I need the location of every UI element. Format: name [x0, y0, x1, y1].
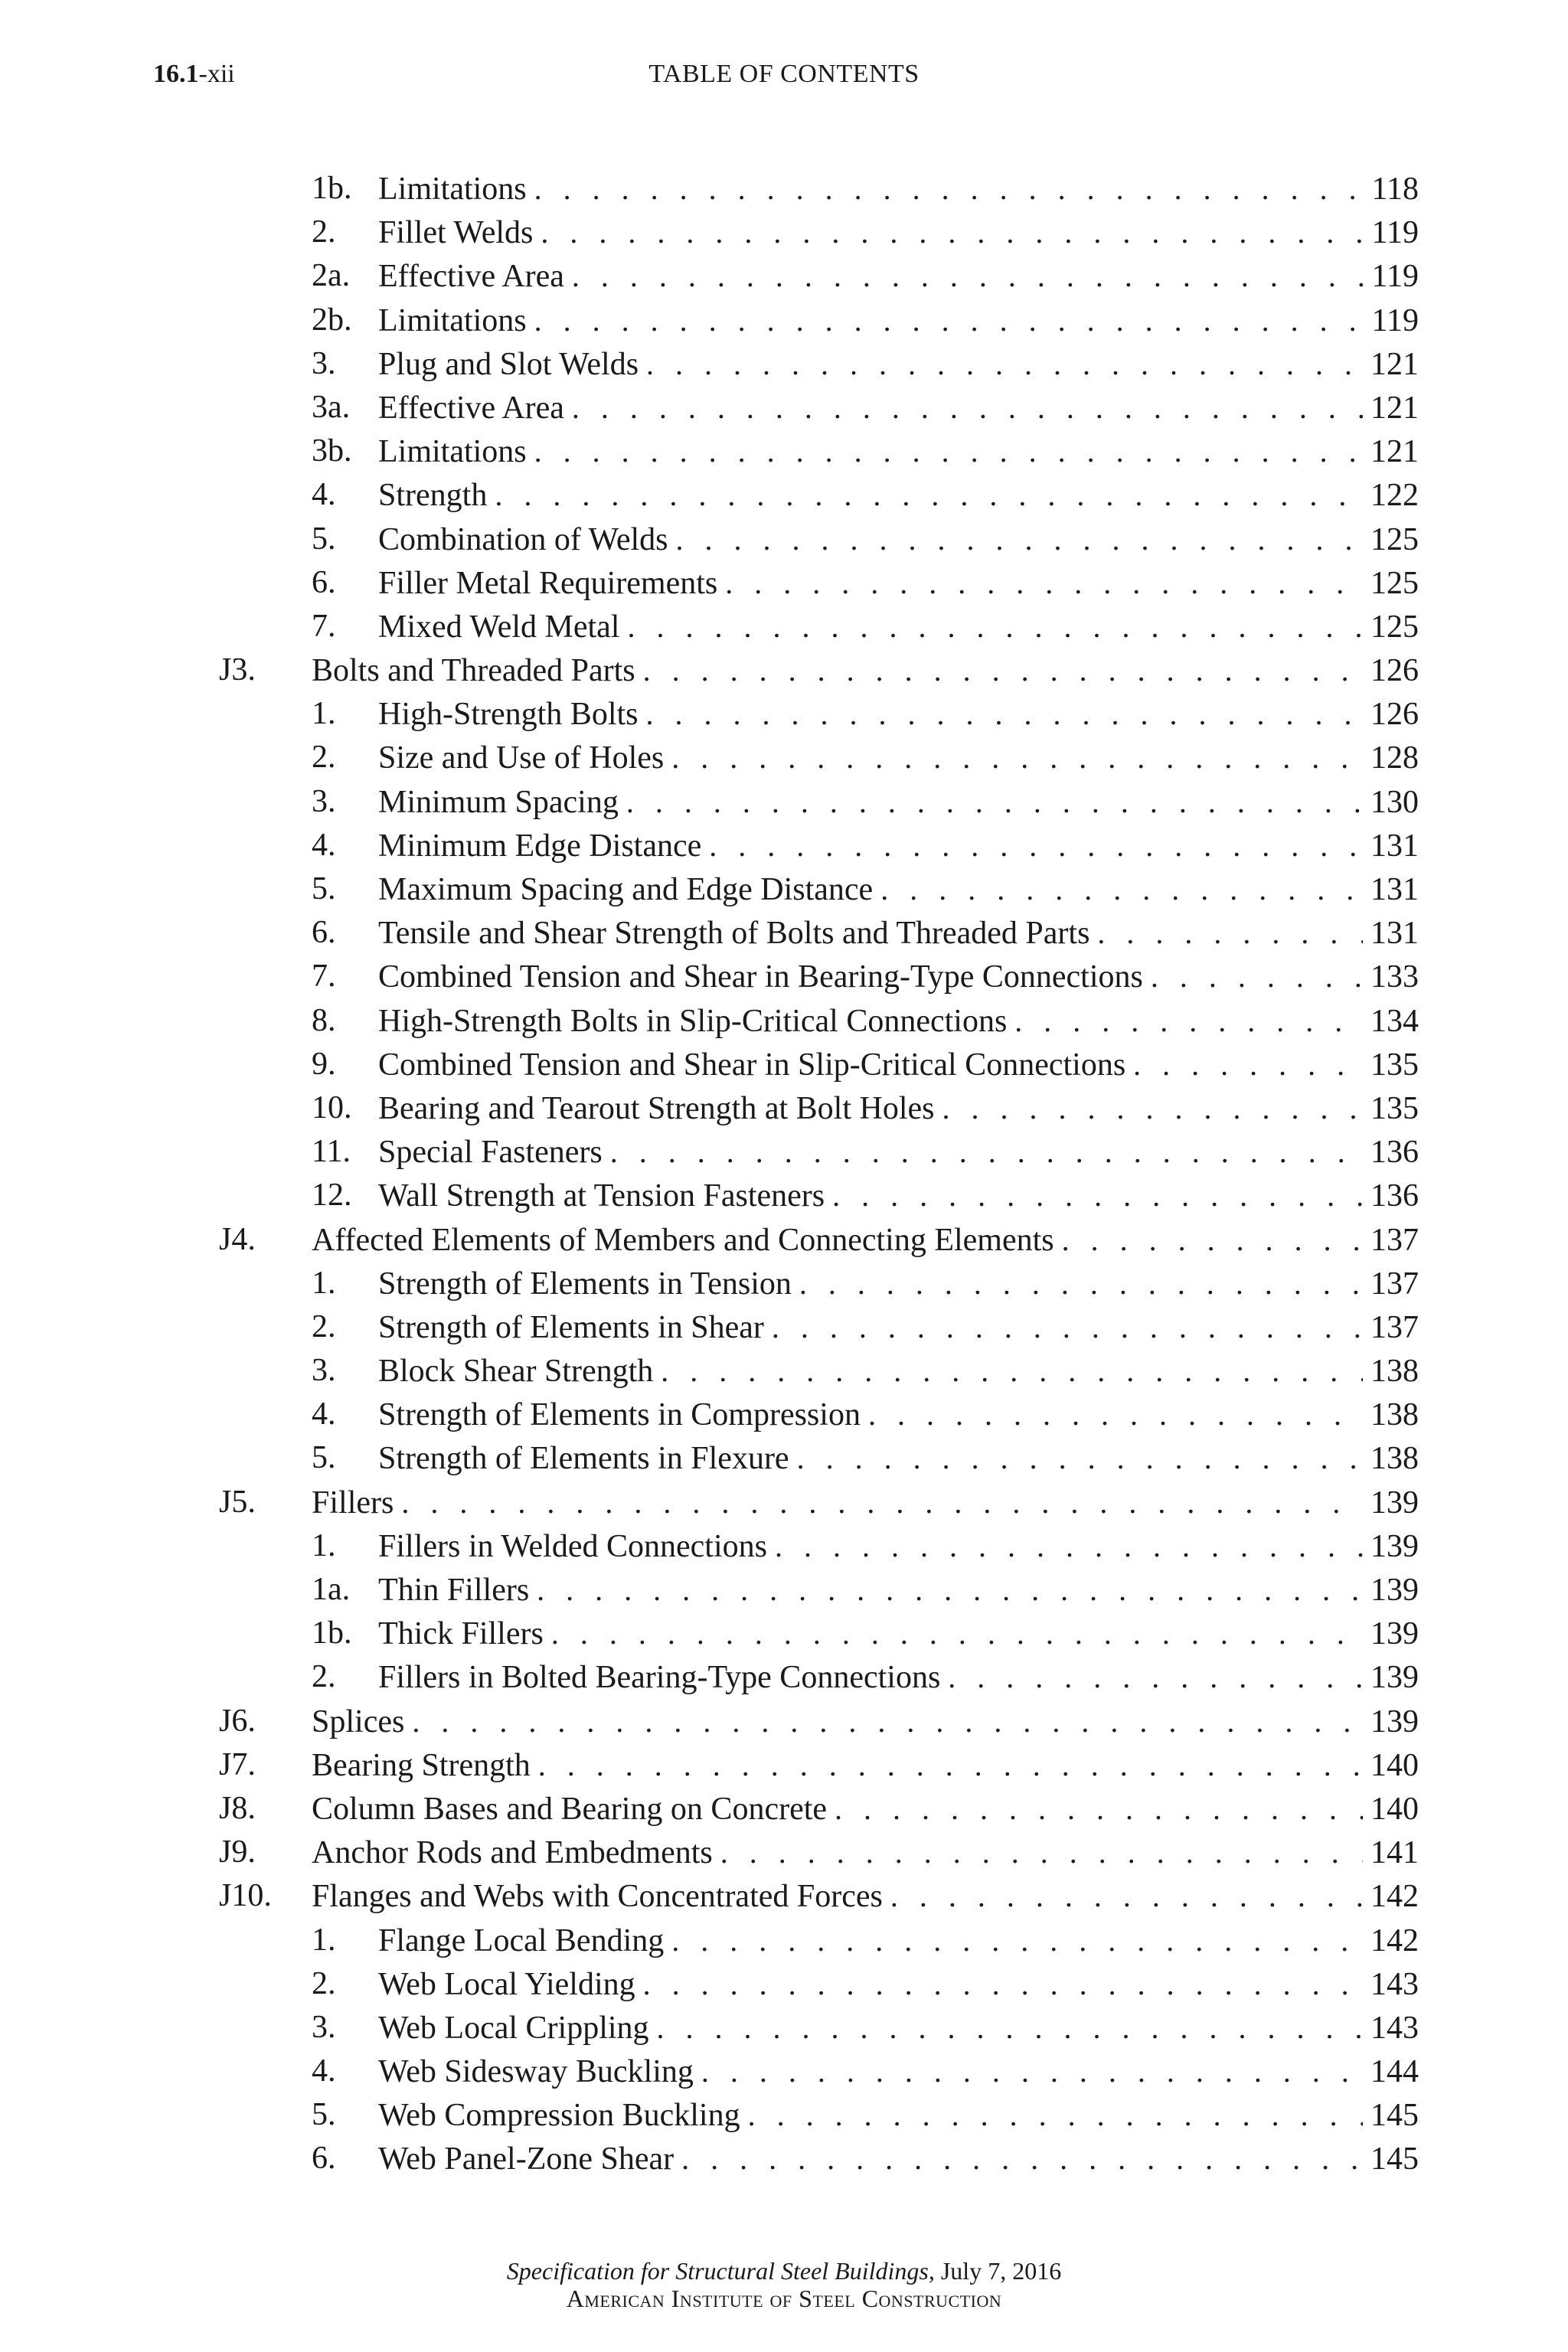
- toc-entry-title: Flanges and Webs with Concentrated Forces: [312, 1879, 883, 1915]
- toc-section-row[interactable]: [0, 1743, 1568, 1787]
- toc-entry-title: Combined Tension and Shear in Bearing-Type Connections: [378, 959, 1143, 995]
- toc-entry: [312, 1743, 1419, 1788]
- toc-subsection-row[interactable]: [0, 2093, 1568, 2137]
- toc-subsection-row[interactable]: [0, 1130, 1568, 1174]
- toc-subsection-row[interactable]: [0, 1919, 1568, 1962]
- toc-entry-title: Thin Fillers: [378, 1573, 530, 1608]
- toc-item-number: 8.: [312, 1002, 336, 1038]
- toc-entry-title: Tensile and Shear Strength of Bolts and Threaded Parts: [378, 916, 1090, 952]
- toc-entry-title: Affected Elements of Members and Connecting Elements: [312, 1222, 1054, 1258]
- toc-page-number: 135: [1370, 1047, 1419, 1083]
- toc-entry-title: Mixed Weld Metal: [378, 609, 620, 645]
- toc-page-number: 121: [1370, 346, 1419, 382]
- toc-entry-title: Web Compression Buckling: [378, 2098, 740, 2134]
- toc-subsection-row[interactable]: [0, 518, 1568, 561]
- toc-entry: [312, 1218, 1419, 1263]
- toc-item-number: 5.: [312, 2097, 336, 2133]
- toc-item-number: 1b.: [312, 171, 352, 206]
- toc-page-number: 138: [1370, 1354, 1419, 1390]
- toc-entry: [378, 1086, 1419, 1131]
- toc-subsection-row[interactable]: [0, 1524, 1568, 1568]
- toc-entry-title: High-Strength Bolts in Slip-Critical Connections: [378, 1003, 1008, 1039]
- toc-page-number: 137: [1370, 1222, 1419, 1258]
- toc-entry: [378, 1393, 1419, 1437]
- dot-leader: [643, 648, 1363, 692]
- dot-leader: [671, 736, 1363, 779]
- toc-entry-title: Effective Area: [378, 390, 564, 426]
- dot-leader: [1151, 955, 1363, 998]
- toc-page-number: 118: [1371, 172, 1419, 207]
- toc-entry: [312, 1787, 1419, 1831]
- dot-leader: [412, 1700, 1363, 1743]
- toc-subsection-row[interactable]: [0, 780, 1568, 824]
- toc-entry: [378, 1130, 1419, 1174]
- toc-page-number: 125: [1370, 521, 1419, 557]
- toc-entry: [378, 1524, 1419, 1569]
- toc-subsection-row[interactable]: [0, 1436, 1568, 1480]
- dot-leader: [799, 1262, 1363, 1305]
- toc-entry: [378, 2093, 1419, 2138]
- toc-page-number: 136: [1370, 1135, 1419, 1171]
- toc-section-number: J8.: [219, 1790, 256, 1826]
- dot-leader: [880, 867, 1363, 911]
- toc-entry: [378, 605, 1419, 649]
- toc-page-number: 140: [1370, 1791, 1419, 1827]
- dot-leader: [534, 167, 1364, 211]
- toc-entry: [378, 2137, 1419, 2181]
- toc-entry: [378, 1919, 1419, 1963]
- toc-subsection-row[interactable]: [0, 1043, 1568, 1086]
- toc-subsection-row[interactable]: [0, 1612, 1568, 1655]
- toc-entry: [378, 824, 1419, 868]
- page-footer: [0, 2257, 1568, 2312]
- toc-entry-title: Fillers in Bolted Bearing-Type Connections: [378, 1660, 941, 1696]
- toc-item-number: 2.: [312, 1308, 336, 1344]
- toc-item-number: 2b.: [312, 302, 352, 338]
- toc-subsection-row[interactable]: [0, 430, 1568, 473]
- toc-entry: [378, 211, 1419, 255]
- toc-entry: [312, 1700, 1419, 1744]
- dot-leader: [1097, 911, 1363, 955]
- toc-item-number: 1.: [312, 1922, 336, 1958]
- dot-leader: [537, 1568, 1363, 1612]
- toc-item-number: 3.: [312, 2009, 336, 2045]
- dot-leader: [572, 386, 1363, 430]
- dot-leader: [1062, 1218, 1363, 1262]
- toc-item-number: 2.: [312, 214, 336, 250]
- toc-subsection-row[interactable]: [0, 342, 1568, 386]
- toc-entry-title: Splices: [312, 1704, 405, 1740]
- dot-leader: [748, 2093, 1363, 2137]
- toc-page-number: 134: [1370, 1003, 1419, 1039]
- toc-entry-title: Special Fasteners: [378, 1135, 603, 1171]
- toc-entry: [378, 955, 1419, 999]
- toc-subsection-row[interactable]: [0, 2137, 1568, 2180]
- toc-entry: [378, 1174, 1419, 1218]
- footer-spec-title: Specification for Structural Steel Buildings,: [506, 2257, 935, 2285]
- toc-page-number: 138: [1370, 1441, 1419, 1477]
- toc-entry-title: Fillet Welds: [378, 215, 534, 251]
- toc-page-number: 131: [1370, 916, 1419, 952]
- dot-leader: [720, 1831, 1363, 1874]
- toc-subsection-row[interactable]: [0, 2006, 1568, 2050]
- toc-page-number: 137: [1370, 1309, 1419, 1345]
- toc-entry: [378, 780, 1419, 825]
- dot-leader: [701, 2050, 1363, 2093]
- toc-page-number: 141: [1370, 1835, 1419, 1871]
- dot-leader: [626, 780, 1363, 824]
- toc-entry-title: Web Local Yielding: [378, 1966, 635, 2002]
- toc-page-number: 140: [1370, 1747, 1419, 1783]
- toc-entry-title: Limitations: [378, 302, 527, 338]
- dot-leader: [534, 299, 1364, 342]
- toc-item-number: 3.: [312, 345, 336, 381]
- toc-entry: [378, 299, 1419, 343]
- toc-page-number: 131: [1370, 872, 1419, 907]
- toc-entry-title: Block Shear Strength: [378, 1354, 654, 1390]
- dot-leader: [772, 1305, 1363, 1349]
- dot-leader: [534, 430, 1363, 473]
- toc-entry: [378, 999, 1419, 1044]
- toc-entry: [378, 2050, 1419, 2094]
- toc-subsection-row[interactable]: [0, 1349, 1568, 1393]
- toc-entry-title: Web Sidesway Buckling: [378, 2054, 694, 2090]
- toc-item-number: 2a.: [312, 258, 351, 294]
- toc-subsection-row[interactable]: [0, 867, 1568, 911]
- toc-subsection-row[interactable]: [0, 1262, 1568, 1305]
- toc-page-number: 125: [1370, 609, 1419, 645]
- dot-leader: [1014, 999, 1363, 1043]
- toc-entry: [378, 342, 1419, 387]
- toc-subsection-row[interactable]: [0, 473, 1568, 517]
- toc-subsection-row[interactable]: [0, 561, 1568, 605]
- toc-section-row[interactable]: [0, 1831, 1568, 1874]
- toc-item-number: 5.: [312, 1440, 336, 1476]
- dot-leader: [1133, 1043, 1363, 1086]
- toc-page-number: 126: [1370, 697, 1419, 733]
- toc-subsection-row[interactable]: [0, 692, 1568, 736]
- toc-page-number: 119: [1371, 215, 1419, 251]
- toc-subsection-row[interactable]: [0, 1174, 1568, 1217]
- dot-leader: [627, 605, 1363, 648]
- toc-item-number: 4.: [312, 1396, 336, 1432]
- toc-subsection-row[interactable]: [0, 1086, 1568, 1130]
- toc-entry-title: Strength: [378, 478, 488, 514]
- toc-subsection-row[interactable]: [0, 736, 1568, 779]
- toc-entry-title: Web Local Crippling: [378, 2010, 649, 2046]
- toc-subsection-row[interactable]: [0, 167, 1568, 211]
- toc-subsection-row[interactable]: [0, 1655, 1568, 1699]
- toc-entry-title: Fillers: [312, 1485, 394, 1521]
- toc-section-row[interactable]: [0, 1874, 1568, 1918]
- toc-page-number: 136: [1370, 1178, 1419, 1214]
- toc-page-number: 126: [1370, 653, 1419, 689]
- toc-page-number: 119: [1371, 259, 1419, 295]
- toc-page-number: 131: [1370, 828, 1419, 864]
- running-title: TABLE OF CONTENTS: [648, 60, 920, 88]
- toc-page-number: 139: [1370, 1616, 1419, 1652]
- toc-section-row[interactable]: [0, 1481, 1568, 1524]
- toc-entry-title: Fillers in Welded Connections: [378, 1528, 767, 1564]
- toc-entry-title: Strength of Elements in Tension: [378, 1266, 792, 1302]
- toc-item-number: 1b.: [312, 1615, 352, 1651]
- dot-leader: [797, 1436, 1363, 1480]
- toc-page-number: 133: [1370, 959, 1419, 995]
- toc-entry: [378, 1568, 1419, 1612]
- toc-entry: [378, 692, 1419, 737]
- toc-item-number: 7.: [312, 959, 336, 995]
- toc-page-number: 142: [1370, 1879, 1419, 1915]
- dot-leader: [890, 1874, 1363, 1918]
- dot-leader: [401, 1481, 1363, 1524]
- toc-entry: [378, 473, 1419, 518]
- toc-entry-title: Strength of Elements in Shear: [378, 1309, 764, 1345]
- toc-entry-title: Minimum Spacing: [378, 784, 619, 820]
- toc-entry: [378, 911, 1419, 956]
- dot-leader: [681, 2137, 1363, 2180]
- dot-leader: [538, 1743, 1363, 1787]
- toc-entry: [312, 1481, 1419, 1525]
- toc-entry: [378, 430, 1419, 474]
- toc-entry-title: Effective Area: [378, 259, 564, 295]
- toc-entry-title: Flange Local Bending: [378, 1922, 665, 1958]
- toc-entry: [378, 1349, 1419, 1393]
- toc-subsection-row[interactable]: [0, 1305, 1568, 1349]
- dot-leader: [657, 2006, 1363, 2050]
- dot-leader: [541, 211, 1364, 254]
- toc-entry: [378, 254, 1419, 299]
- toc-entry-title: Strength of Elements in Flexure: [378, 1441, 789, 1477]
- toc-page-number: 121: [1370, 434, 1419, 470]
- toc-entry-title: Combination of Welds: [378, 521, 668, 557]
- footer-publisher: American Institute of Steel Construction: [566, 2285, 1002, 2312]
- toc-page-number: 119: [1371, 302, 1419, 338]
- toc-page-number: 139: [1370, 1660, 1419, 1696]
- dot-leader: [676, 518, 1364, 561]
- toc-section-number: J3.: [219, 652, 256, 688]
- toc-page-number: 142: [1370, 1922, 1419, 1958]
- toc-entry-title: Anchor Rods and Embedments: [312, 1835, 713, 1871]
- toc-subsection-row[interactable]: [0, 955, 1568, 998]
- toc-subsection-row[interactable]: [0, 1393, 1568, 1436]
- toc-entry-title: Bearing and Tearout Strength at Bolt Holes: [378, 1090, 935, 1126]
- toc-page-number: 143: [1370, 2010, 1419, 2046]
- toc-section-number: J5.: [219, 1484, 256, 1520]
- toc-entry: [378, 1043, 1419, 1087]
- dot-leader: [661, 1349, 1363, 1393]
- dot-leader: [942, 1086, 1363, 1130]
- toc-page-number: 144: [1370, 2054, 1419, 2090]
- toc-page-number: 139: [1370, 1485, 1419, 1521]
- footer-spec-line: [0, 2257, 1568, 2285]
- toc-section-row[interactable]: [0, 1218, 1568, 1262]
- toc-item-number: 2.: [312, 1659, 336, 1695]
- toc-entry-title: Plug and Slot Welds: [378, 346, 639, 382]
- toc-entry: [378, 1962, 1419, 2007]
- toc-page-number: 137: [1370, 1266, 1419, 1302]
- toc-page-number: 125: [1370, 565, 1419, 601]
- toc-item-number: 5.: [312, 871, 336, 906]
- dot-leader: [495, 473, 1363, 517]
- toc-page-number: 138: [1370, 1397, 1419, 1433]
- toc-subsection-row[interactable]: [0, 911, 1568, 955]
- toc-item-number: 1.: [312, 696, 336, 732]
- dot-leader: [725, 561, 1363, 605]
- toc-entry: [312, 1874, 1419, 1919]
- toc-item-number: 11.: [312, 1134, 351, 1170]
- toc-page-number: 121: [1370, 390, 1419, 426]
- toc-entry-title: Column Bases and Bearing on Concrete: [312, 1791, 828, 1827]
- toc-item-number: 4.: [312, 2053, 336, 2089]
- toc-entry-title: Bearing Strength: [312, 1747, 531, 1783]
- toc-subsection-row[interactable]: [0, 1568, 1568, 1612]
- toc-page-number: 139: [1370, 1528, 1419, 1564]
- toc-item-number: 5.: [312, 521, 336, 557]
- toc-item-number: 3.: [312, 1353, 336, 1389]
- toc-item-number: 4.: [312, 477, 336, 513]
- toc-section-row[interactable]: [0, 1700, 1568, 1743]
- toc-item-number: 1.: [312, 1527, 336, 1563]
- toc-item-number: 3b.: [312, 433, 352, 469]
- toc-item-number: 3.: [312, 783, 336, 819]
- toc-item-number: 10.: [312, 1089, 352, 1125]
- toc-subsection-row[interactable]: [0, 386, 1568, 430]
- toc-entry: [378, 736, 1419, 780]
- toc-entry: [378, 1305, 1419, 1350]
- toc-entry: [378, 1436, 1419, 1481]
- toc-page-number: 128: [1370, 740, 1419, 776]
- dot-leader: [551, 1612, 1363, 1655]
- toc-entry: [378, 386, 1419, 430]
- toc-subsection-row[interactable]: [0, 999, 1568, 1043]
- toc-page-number: 145: [1370, 2098, 1419, 2134]
- toc-item-number: 6.: [312, 2141, 336, 2177]
- toc-item-number: 2.: [312, 1965, 336, 2001]
- toc-entry: [312, 1831, 1419, 1875]
- toc-subsection-row[interactable]: [0, 254, 1568, 298]
- dot-leader: [643, 1962, 1363, 2006]
- toc-subsection-row[interactable]: [0, 824, 1568, 867]
- toc-item-number: 7.: [312, 608, 336, 644]
- toc-entry-title: High-Strength Bolts: [378, 697, 639, 733]
- toc-section-number: J9.: [219, 1834, 256, 1870]
- dot-leader: [775, 1524, 1363, 1568]
- toc-item-number: 12.: [312, 1178, 352, 1214]
- dot-leader: [572, 254, 1364, 298]
- toc-entry: [378, 518, 1419, 562]
- toc-subsection-row[interactable]: [0, 2050, 1568, 2093]
- toc-entry-title: Combined Tension and Shear in Slip-Critical Connections: [378, 1047, 1126, 1083]
- toc-subsection-row[interactable]: [0, 605, 1568, 648]
- toc-entry-title: Thick Fillers: [378, 1616, 544, 1652]
- dot-leader: [835, 1787, 1363, 1831]
- toc-page-number: 143: [1370, 1966, 1419, 2002]
- toc-entry-title: Filler Metal Requirements: [378, 565, 718, 601]
- dot-leader: [832, 1174, 1363, 1217]
- toc-entry-title: Wall Strength at Tension Fasteners: [378, 1178, 825, 1214]
- toc-section-number: J6.: [219, 1703, 256, 1739]
- toc-entry: [378, 867, 1419, 912]
- toc-page-number: 130: [1370, 784, 1419, 820]
- toc-section-number: J10.: [219, 1878, 272, 1914]
- toc-page-number: 122: [1370, 478, 1419, 514]
- dot-leader: [646, 342, 1363, 386]
- toc-entry: [378, 1262, 1419, 1306]
- toc-item-number: 1.: [312, 1265, 336, 1301]
- toc-item-number: 9.: [312, 1046, 336, 1082]
- toc-section-row[interactable]: [0, 1787, 1568, 1831]
- toc-page-number: 135: [1370, 1090, 1419, 1126]
- toc-entry-title: Limitations: [378, 434, 527, 470]
- toc-item-number: 3a.: [312, 389, 351, 425]
- footer-date: July 7, 2016: [934, 2257, 1062, 2285]
- dot-leader: [709, 824, 1363, 867]
- dot-leader: [948, 1655, 1363, 1699]
- toc-subsection-row[interactable]: [0, 299, 1568, 342]
- toc-item-number: 6.: [312, 564, 336, 600]
- toc-entry-title: Minimum Edge Distance: [378, 828, 702, 864]
- toc-item-number: 4.: [312, 827, 336, 863]
- toc-entry: [378, 2006, 1419, 2050]
- toc-page-number: 139: [1370, 1573, 1419, 1608]
- toc-section-number: J4.: [219, 1221, 256, 1257]
- toc-item-number: 2.: [312, 740, 336, 776]
- toc-entry: [378, 1655, 1419, 1700]
- toc-page-number: 139: [1370, 1704, 1419, 1740]
- toc-section-number: J7.: [219, 1746, 256, 1782]
- dot-leader: [671, 1919, 1363, 1962]
- toc-entry: [378, 1612, 1419, 1656]
- dot-leader: [610, 1130, 1363, 1174]
- toc-entry-title: Web Panel-Zone Shear: [378, 2141, 675, 2177]
- table-of-contents: [0, 167, 1568, 2181]
- toc-entry-title: Bolts and Threaded Parts: [312, 653, 635, 689]
- toc-page-number: 145: [1370, 2141, 1419, 2177]
- toc-entry: [378, 167, 1419, 211]
- toc-entry-title: Size and Use of Holes: [378, 740, 665, 776]
- toc-entry: [312, 648, 1419, 693]
- toc-item-number: 6.: [312, 915, 336, 951]
- page-header: [0, 60, 1568, 106]
- toc-section-row[interactable]: [0, 648, 1568, 692]
- toc-entry-title: Strength of Elements in Compression: [378, 1397, 861, 1433]
- page-number-chapter: 16.1: [153, 60, 199, 88]
- toc-entry-title: Maximum Spacing and Edge Distance: [378, 872, 874, 907]
- toc-subsection-row[interactable]: [0, 211, 1568, 254]
- toc-entry-title: Limitations: [378, 172, 527, 207]
- toc-subsection-row[interactable]: [0, 1962, 1568, 2006]
- toc-item-number: 1a.: [312, 1572, 351, 1607]
- dot-leader: [868, 1393, 1363, 1436]
- toc-entry: [378, 561, 1419, 606]
- page-number-roman: -xii: [198, 60, 235, 88]
- dot-leader: [646, 692, 1363, 736]
